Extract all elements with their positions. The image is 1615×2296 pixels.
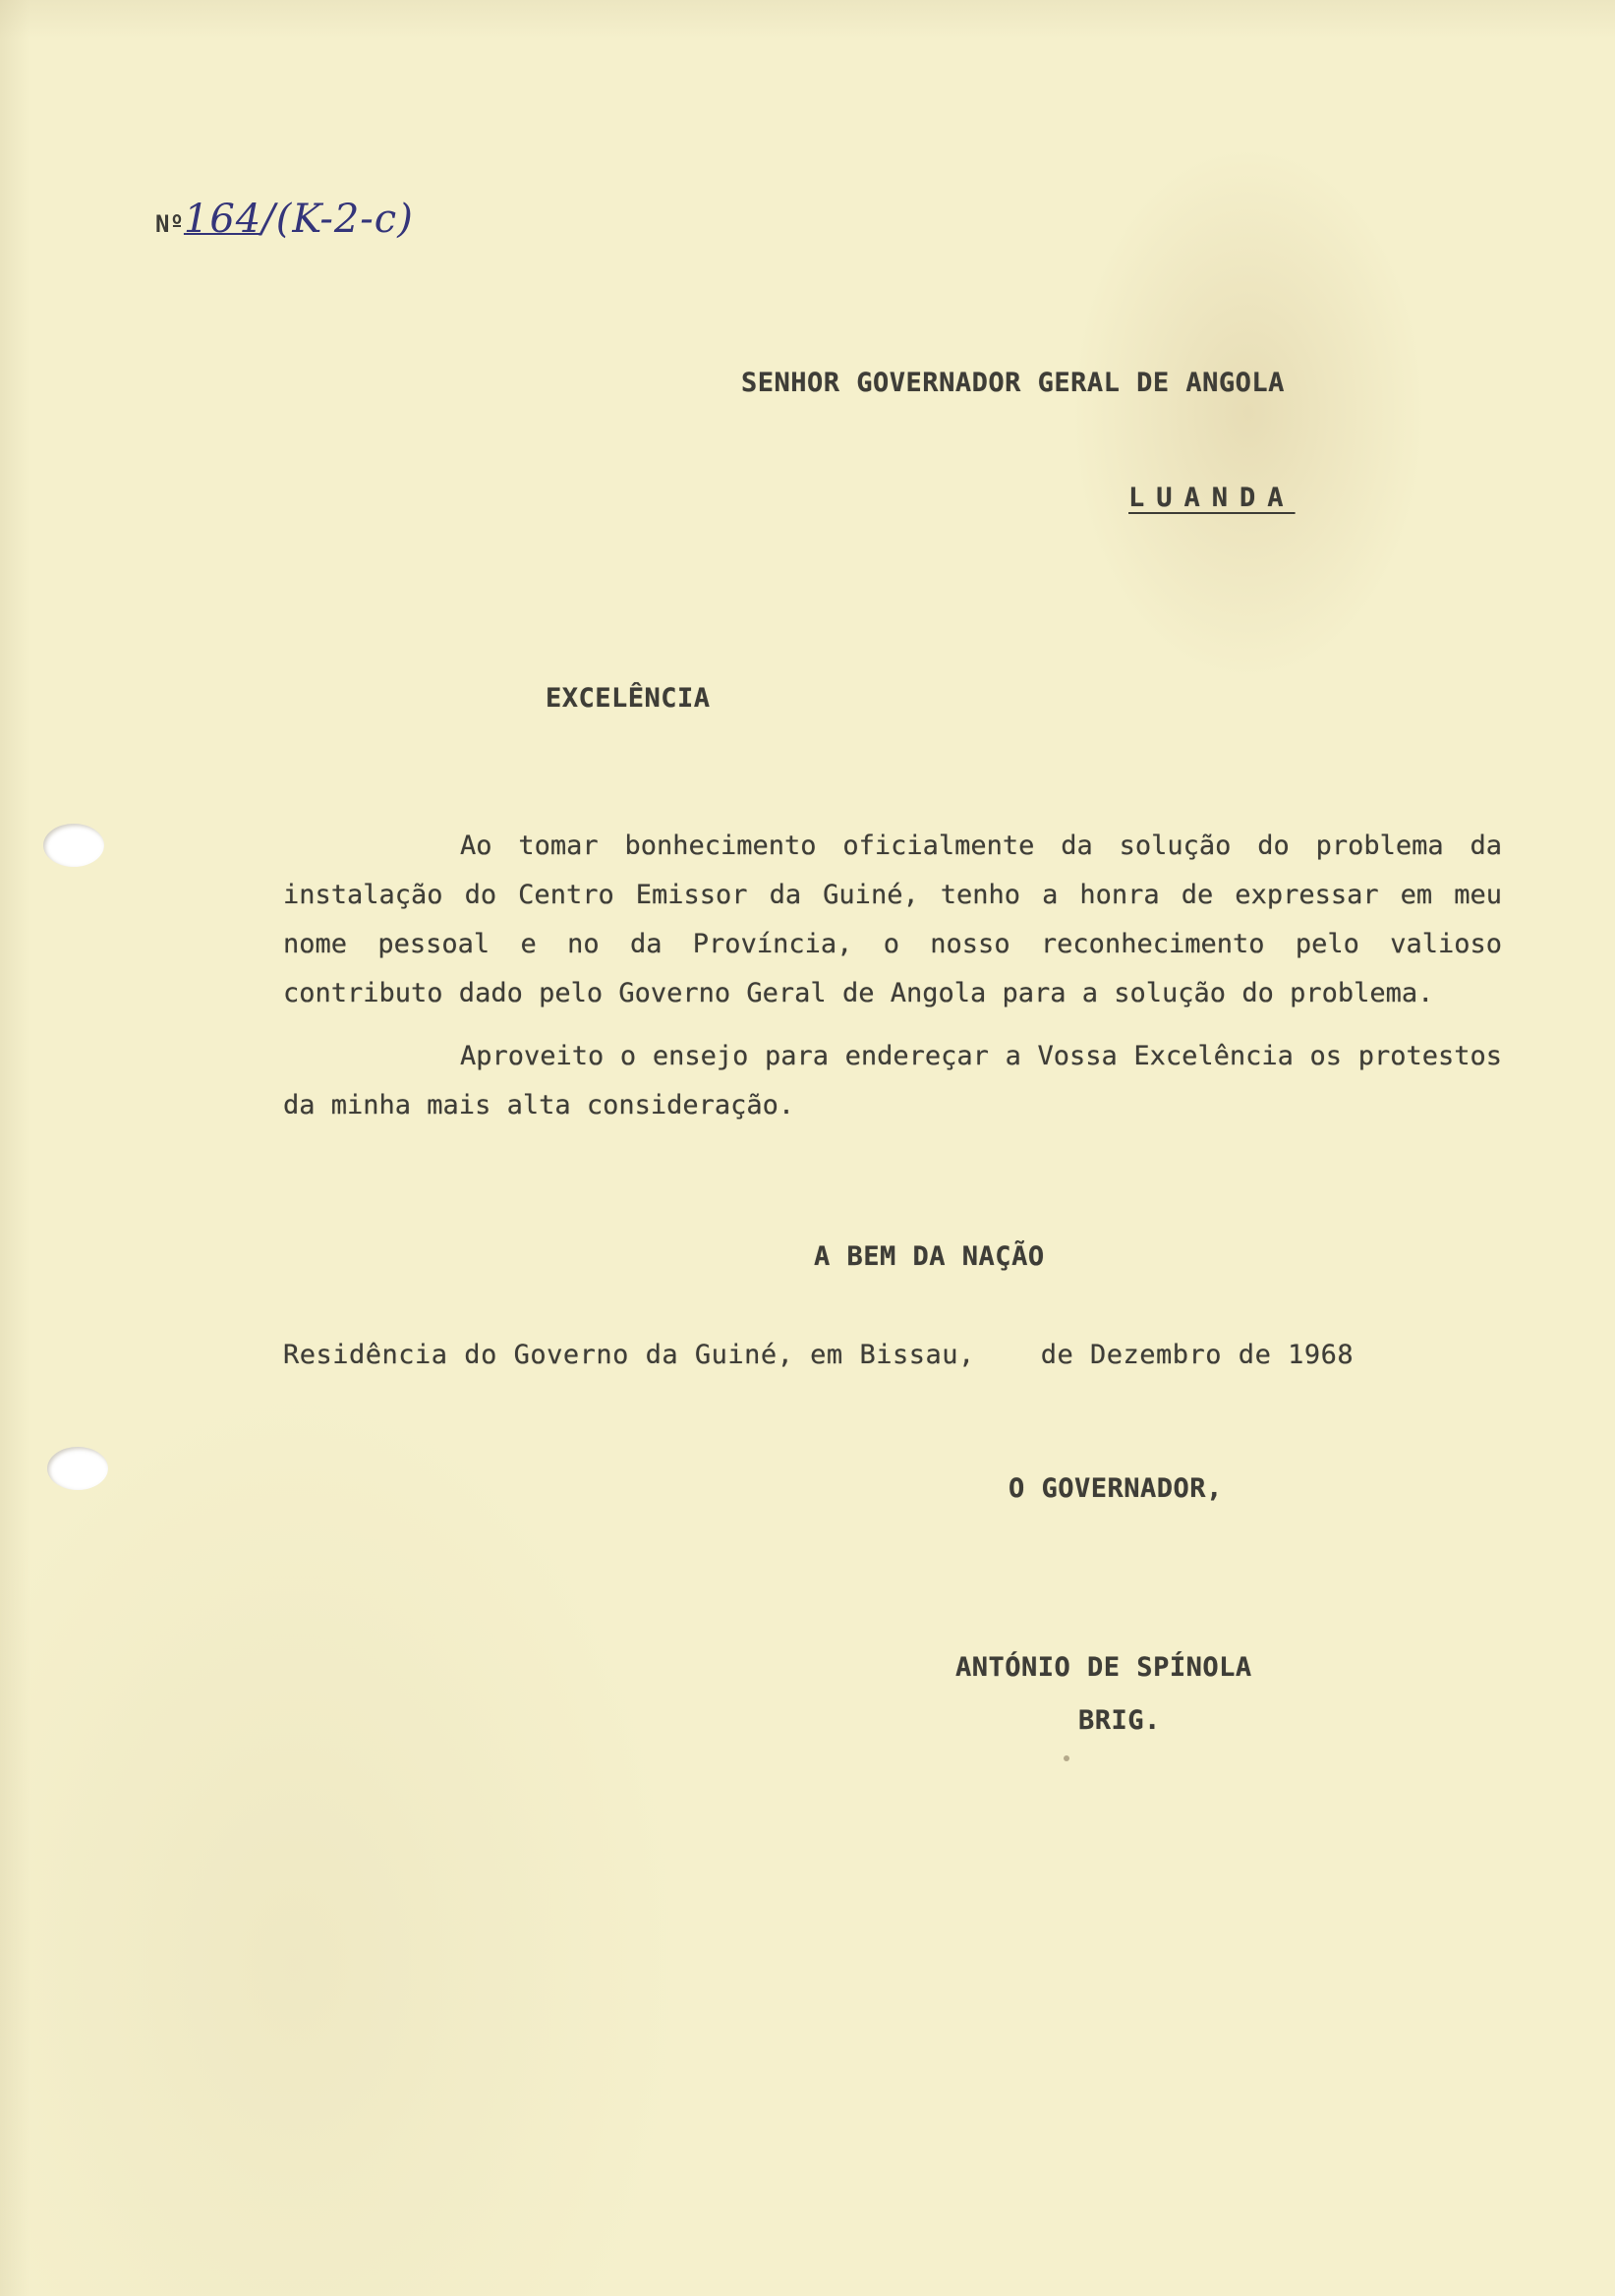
signature-title: O GOVERNADOR, — [1009, 1473, 1223, 1504]
addressee-city: LUANDA — [1128, 483, 1296, 513]
addressee: SENHOR GOVERNADOR GERAL DE ANGOLA — [741, 368, 1285, 398]
closing-motto: A BEM DA NAÇÃO — [814, 1241, 1045, 1272]
punch-hole-top — [43, 824, 104, 867]
signatory-rank: BRIG. — [1078, 1705, 1161, 1736]
place-and-date: Residência do Governo da Guiné, em Bissau, de Dezembro de 1968 — [283, 1340, 1355, 1370]
punch-hole-bottom — [47, 1447, 108, 1490]
salutation: EXCELÊNCIA — [546, 683, 711, 714]
ink-spot — [1064, 1755, 1069, 1761]
reference-prefix: Nº — [155, 210, 184, 238]
reference-handwriting — [184, 197, 414, 242]
reference-handwritten-number: 164 — [183, 197, 262, 242]
body-paragraph-2: Aproveito o ensejo para endereçar a Vossa Excelência os protestos da minha mais alta consideração. — [283, 1041, 1502, 1120]
reference-number — [155, 197, 414, 242]
signatory-name: ANTÓNIO DE SPÍNOLA — [955, 1652, 1252, 1683]
reference-handwritten-code: /(K-2-c) — [261, 197, 414, 242]
body-paragraph-1: Ao tomar bonhecimento oficialmente da solução do problema da instalação do Centro Emissor da Guiné, tenho a honra de expressar em meu nome pessoal e no da Província, o nosso reconhecimento pelo valioso contributo dado pelo Governo Geral de Angola para a solução do problema. — [283, 831, 1502, 1008]
letter-body — [283, 822, 1502, 1130]
